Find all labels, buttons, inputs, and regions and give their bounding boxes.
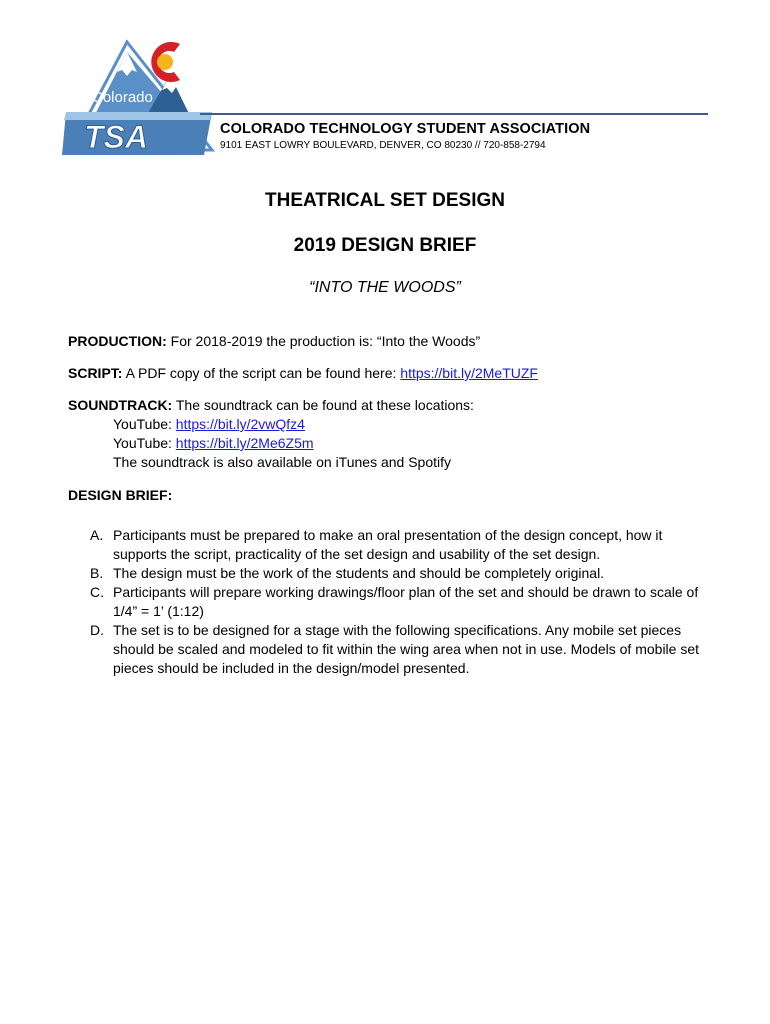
list-item [90,526,710,564]
design-brief-heading [68,486,172,505]
list-item-line: supports the script, practicality of the set design and usability of the set design. [113,546,601,562]
list-item-line: should be scaled and modeled to fit within the wing area when not in use. Models of mobile set [113,641,700,657]
script-link[interactable]: https://bit.ly/2MeTUZF [400,365,538,381]
colorado-tsa-logo [62,30,222,160]
logo-graphic [62,30,222,160]
production-label: PRODUCTION: [68,333,167,349]
soundtrack-note: The soundtrack is also available on iTunes and Spotify [113,454,452,470]
soundtrack-youtube-2 [113,434,314,453]
list-item-line: pieces should be included in the design/model presented. [113,660,470,676]
soundtrack-paragraph [68,396,474,415]
youtube-1-prefix: YouTube: [113,416,176,432]
logo-flag-sun [157,54,173,70]
design-brief-label: DESIGN BRIEF: [68,487,173,503]
soundtrack-label: SOUNDTRACK: [68,397,173,413]
youtube-2-link[interactable]: https://bit.ly/2Me6Z5m [175,435,314,451]
design-brief-list [90,526,710,678]
list-item-letter: A. [90,527,104,543]
list-item-letter: D. [90,622,104,638]
youtube-2-prefix: YouTube: [113,435,176,451]
list-item-line: Participants will prepare working drawings/floor plan of the set and should be drawn to scale of [113,584,699,600]
youtube-1-link[interactable]: https://bit.ly/2vwQfz4 [175,416,305,432]
script-paragraph [68,364,538,383]
list-item-line: Participants must be prepared to make an oral presentation of the design concept, how it [113,527,663,543]
list-item-line: The design must be the work of the students and should be completely original. [113,565,605,581]
logo-text: Colorado [92,89,153,106]
production-title: “INTO THE WOODS” [309,279,461,296]
soundtrack-youtube-1 [113,415,305,434]
list-item-letter: B. [90,565,104,581]
document-title: THEATRICAL SET DESIGN [265,190,505,211]
list-item-letter: C. [90,584,104,600]
org-name: COLORADO TECHNOLOGY STUDENT ASSOCIATION [220,121,591,137]
production-text: For 2018-2019 the production is: “Into the Woods” [166,333,481,349]
document-subtitle-year: 2019 DESIGN BRIEF [293,235,477,256]
logo-mark: TSA [84,119,148,155]
list-item-line: 1/4” = 1’ (1:12) [113,603,204,619]
production-paragraph [68,332,480,351]
soundtrack-text: The soundtrack can be found at these locations: [172,397,474,413]
list-item [90,621,710,678]
list-item [90,583,710,621]
header-rule [200,113,708,115]
list-item [90,564,710,583]
org-address: 9101 EAST LOWRY BOULEVARD, DENVER, CO 80230 // 720-858-2794 [220,140,546,151]
script-label: SCRIPT: [68,365,123,381]
list-item-line: The set is to be designed for a stage with the following specifications. Any mobile set pieces [113,622,682,638]
script-text: A PDF copy of the script can be found here: [122,365,401,381]
